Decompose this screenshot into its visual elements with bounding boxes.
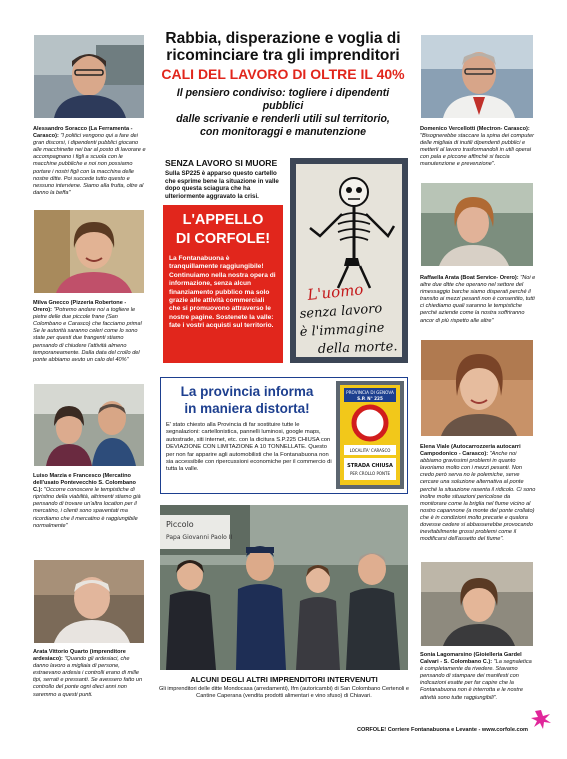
group-banner-2: Papa Giovanni Paolo II bbox=[166, 534, 233, 541]
caption-viale bbox=[420, 444, 536, 543]
photo-sign-skeleton bbox=[290, 158, 408, 363]
caption-quote: "I politici vengono qui a fare dei gran discorsi, i dipendenti pubblici giocano alle macchinette nei bar al posto di lavorare e accompagnano i figli a scuola con le macchine pubbliche e noi non possiamo portare i nostri figli con la macchina delle nostre ditte. Poi succede tutto questo e nessuno interviene. Siamo alla frutta, oltre al danno la beffa" bbox=[33, 133, 146, 196]
senza-lavoro-text: Sulla SP225 è apparso questo cartello che esprime bene la situazione in valle dopo questa sciagura che ha ulteriormente aggravato la crisi. bbox=[165, 170, 279, 200]
caption-gnecco bbox=[33, 300, 146, 364]
headline-line1: Rabbia, disperazione e voglia di bbox=[165, 30, 401, 47]
caption-quote: "Quando gli ardesiaci, che danno lavoro a migliaia di persone, estraevano ardesia i controlli erano di mille tipi, serrati e pressanti. Se avessero fatto un controllo del ponte ogni dieci anni non saremmo a questi punti. bbox=[33, 656, 143, 698]
group-caption bbox=[158, 675, 410, 700]
road-sign-top: PROVINCIA DI GENOVA bbox=[346, 390, 394, 395]
provincia-box bbox=[160, 377, 408, 494]
corfole-splash-icon bbox=[530, 708, 552, 730]
group-title: ALCUNI DEGLI ALTRI IMPRENDITORI INTERVENUTI bbox=[190, 675, 378, 684]
caption-name: Alessandro Soracco (La Ferramenta - Carasco): bbox=[33, 126, 133, 140]
headline bbox=[158, 30, 408, 139]
caption-name: Sonia Lagomarsino (Gioielleria Gardel Calvari - S. Colombano C.): bbox=[420, 652, 522, 666]
caption-name: Elena Viale (Autocarrozzeria autocarri Campodonico - Carasco): bbox=[420, 444, 521, 458]
photo-gnecco bbox=[34, 210, 144, 293]
provincia-title-1: La provincia informa bbox=[180, 384, 314, 399]
headline-line2: ricominciare tra gli imprenditori bbox=[166, 47, 400, 64]
caption-name: Raffaella Arata (Boat Service- Orero): bbox=[420, 275, 521, 281]
sign-line-1: L'uomo bbox=[306, 280, 365, 304]
sign-line-3: è l'immagine bbox=[299, 320, 385, 340]
caption-vercellotti bbox=[420, 126, 536, 169]
group-banner-1: Piccolo bbox=[166, 520, 194, 529]
sign-line-2: senza lavoro bbox=[299, 301, 383, 322]
caption-lagomarsino bbox=[420, 652, 536, 702]
photo-road-sign bbox=[336, 381, 404, 489]
headline-red: CALI DEL LAVORO DI OLTRE IL 40% bbox=[161, 66, 405, 82]
headline-sub2: dalle scrivanie e renderli utili sul territorio, bbox=[176, 113, 390, 125]
photo-viale bbox=[421, 340, 533, 436]
caption-quote: "Potremo andare noi a togliere le pietre delle due piccole frane (San Colombano e Carasco) che facciamo prima! Se le autorità saranno celeri come lo sono state per questi due frangenti stiamo pensando di chiudere l'attività almeno temporaneamente. Dalla data del crollo del ponte abbiamo avuto un calo del 40%" bbox=[33, 307, 143, 363]
provincia-title-2: in maniera distorta! bbox=[184, 401, 310, 416]
sign-line-4: della morte. bbox=[317, 339, 398, 357]
photo-group bbox=[160, 505, 408, 670]
caption-quarto bbox=[33, 649, 146, 699]
appello-title-1: L'APPELLO bbox=[182, 212, 264, 228]
footer-text: CORFOLE! Corriere Fontanabuona e Levante - www.corfole.com bbox=[356, 727, 528, 733]
photo-lagomarsino bbox=[421, 562, 533, 646]
caption-quote: "Noi e altre due ditte che operano nel settore del rimessaggio barche siamo disperati perché il transito ai mezzi pesanti non è consentito, tutti ci chiediamo quali saranno le tempistiche perché aziende come la nostra soffriranno ancor di più rispetto alle altre" bbox=[420, 275, 536, 324]
road-sign-bottom: PER CROLLO PONTE bbox=[350, 471, 390, 476]
caption-marzia bbox=[33, 473, 146, 530]
caption-quote: "Bisognerebbe staccare la spina dei computer delle migliaia di inutili dipendenti pubblici e metterli al lavoro trasformandoli in utili operai con pala e piccone affinché si faccia manutenzione e prevenzione". bbox=[420, 133, 534, 168]
senza-lavoro-block bbox=[165, 158, 283, 200]
caption-name: Domenico Vercellotti (Mectron- Carasco): bbox=[420, 126, 530, 132]
caption-name: Arata Vittorio Quarto (imprenditore ardesiaco): bbox=[33, 649, 126, 663]
caption-soracco bbox=[33, 126, 146, 197]
appello-text: La Fontanabuona è tranquillamente raggiungibile! Continuiamo nella nostra opera di informazione, senza alcun finanziamento pubblico ma solo grazie alle attività commerciali che si promuovono attraverso le nostre pagine. Sostenete la valle: fate i vostri acquisti sul territorio. bbox=[169, 255, 276, 330]
photo-soracco bbox=[34, 35, 144, 118]
caption-quote: "La segnaletica è completamente da rivedere. Stavamo pensando di stampare dei manifesti con indicazioni esatte per far capire che la Fontanabuona non è interrotta e le nostre attività sono tutte raggiungibili". bbox=[420, 659, 532, 701]
caption-arata bbox=[420, 275, 536, 325]
senza-lavoro-title: SENZA LAVORO SI MUORE bbox=[165, 158, 278, 168]
headline-sub3: con monitoraggi e manutenzione bbox=[200, 126, 366, 138]
photo-quarto bbox=[34, 560, 144, 643]
photo-arata bbox=[421, 183, 533, 266]
caption-name: Milva Gnecco (Pizzeria Robertone - Orero): bbox=[33, 300, 127, 314]
headline-sub1: Il pensiero condiviso: togliere i dipendenti pubblici bbox=[176, 87, 390, 112]
caption-name: Luiso Marzia e Francesco (Mercatino dell'usato Pontevecchio S. Colombano C.): bbox=[33, 473, 136, 494]
appello-title-2: DI CORFOLE! bbox=[175, 231, 271, 247]
road-sign-number: S.P. N° 225 bbox=[357, 396, 383, 401]
group-text: Gli imprenditori delle ditte Mondocasa (arredamenti), Ifm (autoricambi) di San Colombano Certenoli e Cantine Caperana (vendita prodotti alimentari e vino sfuso) di Chiavari. bbox=[159, 686, 409, 700]
photo-vercellotti bbox=[421, 35, 533, 118]
road-sign-mid: LOCALITA' CARASCO bbox=[349, 448, 391, 453]
photo-marzia bbox=[34, 384, 144, 466]
provincia-text: E' stato chiesto alla Provincia di far sostituire tutte le segnalazioni: cartellonistica, pannelli luminosi, google maps, autostrade, siti internet, etc. con la dicitura S.P.225 CHIUSA con DEVIAZIONE CON LIMITAZIONE A 10 TONNELLATE. Questo per non far apparire agli automobilisti che la Fontanabuona non sia accessibile con ripercussioni economiche per il commercio di tutta la valle. bbox=[166, 422, 332, 473]
caption-quote: "Anche noi abbiamo gravissimi problemi in quanto lavoriamo molto con i mezzi pesanti. Non credo però serva no le polemiche, serve cercare una soluzione alternativa al ponte perché la situazione rasenta il ridicolo. Ci sono inoltre molte situazioni pericolose da monitorare come la briglia nel fiume vicino al nostro capannone (a monte del ponte crollato) che è in condizioni molto precarie e qualora dovesse cedere si abbasserebbe provocando inevitabilmente grossi problemi come il modificarsi dell'assetto del fiume". bbox=[420, 451, 536, 543]
road-sign-closed: STRADA CHIUSA bbox=[347, 463, 393, 469]
caption-quote: "Occorre conoscere le tempistiche di ripristino della viabilità, altrimenti stiamo già pensando di trovare un'altra location per il mercatino, i clienti sono spaventati ma ricordiamo che il mercatino è raggiungibile normalmente" bbox=[33, 487, 141, 529]
appello-box bbox=[163, 205, 283, 363]
footer bbox=[300, 718, 528, 736]
